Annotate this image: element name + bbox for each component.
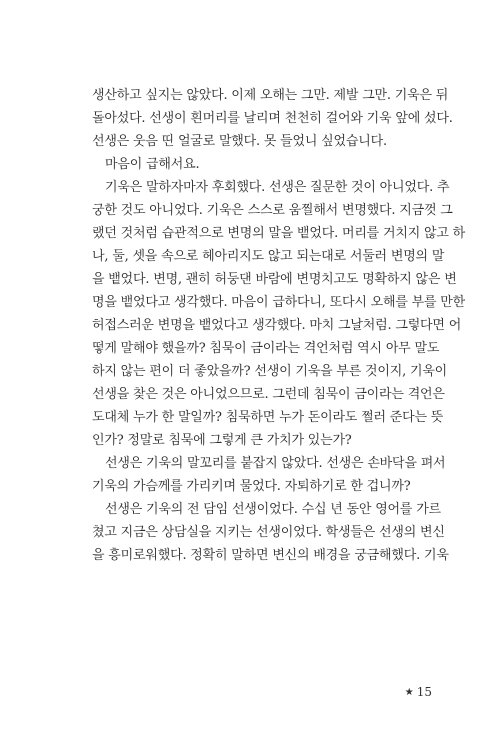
- text-line: 선생은 기욱의 말꼬리를 붙잡지 않았다. 선생은 손바닥을 펴서: [105, 456, 446, 471]
- text-line: 생산하고 싶지는 않았다. 이제 오해는 그만. 제발 그만. 기욱은 뒤: [92, 88, 449, 103]
- text-line: 궁한 것도 아니었다. 기욱은 스스로 움찔해서 변명했다. 지금껏 그: [92, 203, 453, 218]
- text-line: 인가? 정말로 침묵에 그렇게 큰 가치가 있는가?: [92, 433, 352, 448]
- text-line: 선생은 기욱의 전 담임 선생이었다. 수십 년 동안 영어를 가르: [105, 502, 441, 517]
- text-line: 선생을 찾은 것은 아니었으므로. 그런데 침묵이 금이라는 격언은: [92, 387, 445, 402]
- text-line: 허접스러운 변명을 뱉었다고 생각했다. 마치 그날처럼. 그렇다면 어: [92, 318, 462, 333]
- text-line: 선생은 웃음 띤 얼굴로 말했다. 못 들었니 싶었습니다.: [92, 134, 387, 149]
- text-line: 떻게 말해야 했을까? 침묵이 금이라는 격언처럼 역시 아무 말도: [92, 341, 440, 356]
- text-line: 을 뱉었다. 변명, 괜히 허둥댄 바람에 변명치고도 명확하지 않은 변: [92, 272, 457, 287]
- text-line: 기욱의 가슴께를 가리키며 물었다. 자퇴하기로 한 겁니까?: [92, 479, 411, 494]
- star-icon: ★: [404, 687, 414, 698]
- text-line: 명을 뱉었다고 생각했다. 마음이 급하다니, 또다시 오해를 부를 만한: [92, 295, 465, 310]
- text-line: 나, 둘, 셋을 속으로 헤아리지도 않고 되는대로 서둘러 변명의 말: [92, 249, 445, 264]
- page-footer: [405, 685, 432, 699]
- text-line: 기욱은 말하자마자 후회했다. 선생은 질문한 것이 아니었다. 추: [105, 180, 450, 195]
- text-line: 마음이 급해서요.: [105, 157, 200, 172]
- text-line: 랬던 것처럼 습관적으로 변명의 말을 뱉었다. 머리를 거치지 않고 하: [92, 226, 465, 241]
- text-line: 하지 않는 편이 더 좋았을까? 선생이 기욱을 부른 것이지, 기욱이: [92, 364, 448, 379]
- text-line: 돌아섰다. 선생이 흰머리를 날리며 천천히 걸어와 기욱 앞에 섰다.: [92, 111, 453, 126]
- text-line: 도대체 누가 한 말일까? 침묵하면 누가 돈이라도 쩔러 준다는 뜻: [92, 410, 444, 425]
- text-line: 쳤고 지금은 상담실을 지키는 선생이었다. 학생들은 선생의 변신: [92, 525, 445, 540]
- page-number: 15: [416, 685, 432, 699]
- body-text: [92, 84, 465, 567]
- text-line: 을 흥미로워했다. 정확히 말하면 변신의 배경을 궁금해했다. 기욱: [92, 548, 449, 563]
